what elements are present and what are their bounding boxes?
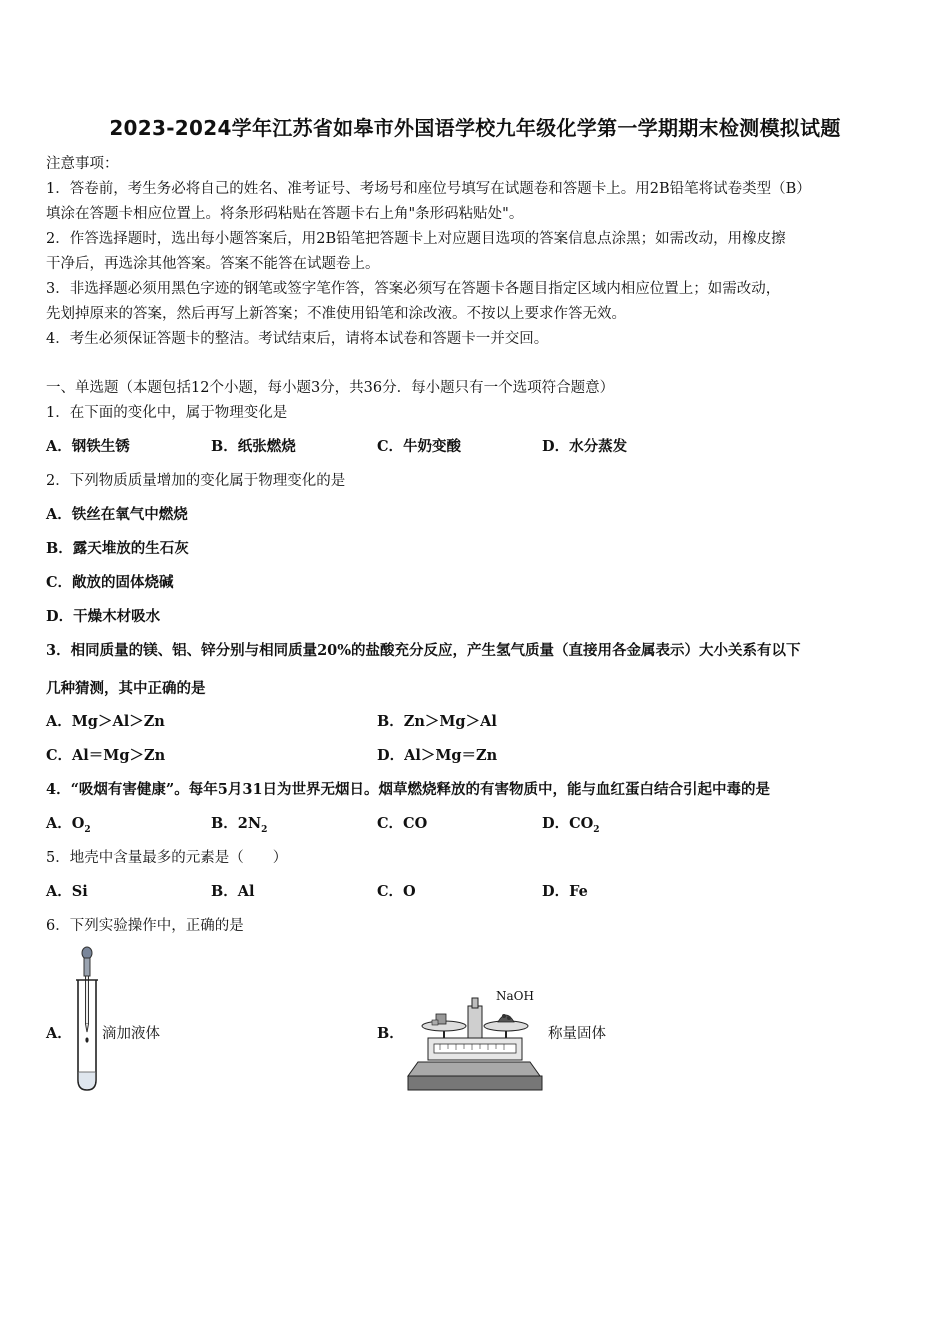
notice-line: 1．答卷前，考生务必将自己的姓名、准考证号、考场号和座位号填写在试题卷和答题卡上。用2B铅笔将试卷类型（B） [46, 181, 811, 197]
q6-option-b-label: 称量固体 [548, 1026, 606, 1042]
q3-option-a: A．Mg＞Al＞Zn [46, 713, 165, 730]
q1-option-d: D．水分蒸发 [542, 438, 628, 455]
question-3-stem-cont: 几种猜测，其中正确的是 [46, 680, 206, 697]
section-heading: 一、单选题（本题包括12个小题，每小题3分，共36分．每小题只有一个选项符合题意） [46, 380, 615, 396]
q2-option-c: C．敞放的固体烧碱 [46, 574, 174, 591]
balance-scale-illustration [400, 984, 546, 1094]
q3-option-c: C．Al＝Mg＞Zn [46, 747, 166, 764]
notice-line: 干净后，再选涂其他答案。答案不能答在试题卷上。 [46, 256, 380, 272]
q2-option-d: D．干燥木材吸水 [46, 608, 161, 625]
question-3-stem: 3．相同质量的镁、铝、锌分别与相同质量20%的盐酸充分反应，产生氢气质量（直接用各金属表示）大小关系有以下 [46, 642, 801, 659]
q4-option-b: B．$2N_2$ [211, 815, 268, 835]
q3-option-d: D．Al＞Mg＝Zn [377, 747, 498, 764]
q1-option-c: C．牛奶变酸 [377, 438, 462, 455]
notice-heading: 注意事项： [46, 156, 119, 172]
question-1-stem: 1．在下面的变化中，属于物理变化是 [46, 405, 288, 421]
q4-option-a: A．$O_2$ [46, 815, 91, 835]
q5-option-d: D．Fe [542, 883, 588, 900]
notice-line: 填涂在答题卡相应位置上。将条形码粘贴在答题卡右上角"条形码粘贴处"。 [46, 206, 524, 222]
q5-option-b: B．Al [211, 883, 255, 900]
notice-line: 3．非选择题必须用黑色字迹的钢笔或签字笔作答，答案必须写在答题卡各题目指定区域内相应位置上；如需改动， [46, 281, 781, 297]
q4-option-c: C．CO [377, 815, 428, 832]
question-5-stem: 5．地壳中含量最多的元素是（ ） [46, 850, 288, 866]
q1-option-b: B．纸张燃烧 [211, 438, 296, 455]
q5-option-c: C．O [377, 883, 416, 900]
q2-option-b: B．露天堆放的生石灰 [46, 540, 189, 557]
q2-option-a: A．铁丝在氧气中燃烧 [46, 506, 188, 523]
q6-option-a-label: 滴加液体 [102, 1026, 160, 1042]
question-4-stem: 4．“吸烟有害健康”。每年5月31日为世界无烟日。烟草燃烧释放的有害物质中，能与血红蛋白结合引起中毒的是 [46, 781, 771, 798]
page-title: 2023-2024学年江苏省如皋市外国语学校九年级化学第一学期期末检测模拟试题 [109, 116, 841, 140]
notice-line: 先划掉原来的答案，然后再写上新答案；不准使用铅笔和涂改液。不按以上要求作答无效。 [46, 306, 626, 322]
naoh-label: NaOH [496, 989, 534, 1003]
q6-option-b-letter: B． [377, 1025, 404, 1042]
notice-line: 4．考生必须保证答题卡的整洁。考试结束后，请将本试卷和答题卡一并交回。 [46, 331, 549, 347]
q3-option-b: B．Zn＞Mg＞Al [377, 713, 497, 730]
q5-option-a: A．Si [46, 883, 88, 900]
q1-option-a: A．钢铁生锈 [46, 438, 130, 455]
question-2-stem: 2．下列物质质量增加的变化属于物理变化的是 [46, 473, 346, 489]
dropper-test-tube-illustration [68, 944, 104, 1092]
q6-option-a-letter: A． [46, 1025, 72, 1042]
q4-option-d: D．$CO_2$ [542, 815, 600, 835]
question-6-stem: 6．下列实验操作中，正确的是 [46, 918, 244, 934]
notice-line: 2．作答选择题时，选出每小题答案后，用2B铅笔把答题卡上对应题目选项的答案信息点涂黑；如需改动，用橡皮擦 [46, 231, 786, 247]
